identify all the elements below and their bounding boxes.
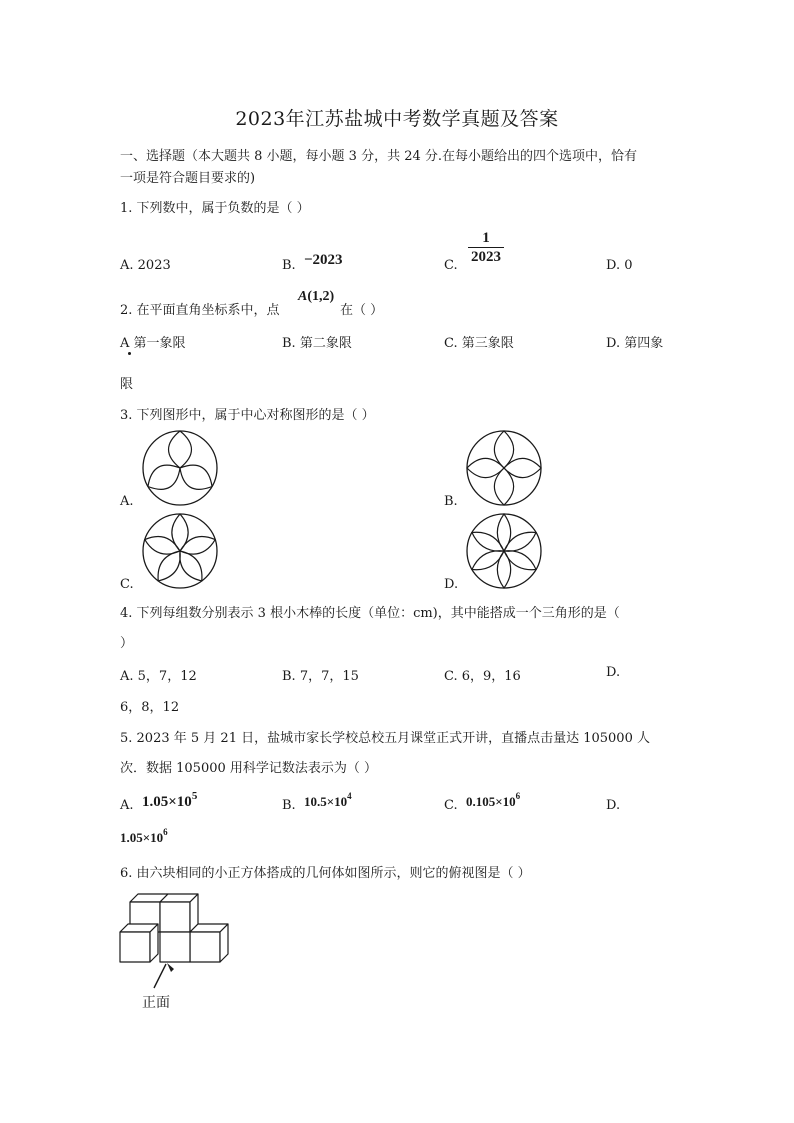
q2-stem-pre: 2. 在平面直角坐标系中，点: [120, 303, 280, 318]
section-heading-line1: 一、选择题（本大题共 8 小题，每小题 3 分，共 24 分.在每小题给出的四个选项中，恰有: [120, 149, 638, 164]
petal: [497, 551, 510, 588]
front-arrow-head: [167, 963, 174, 972]
petal: [158, 551, 180, 581]
q2-option-a: A 第一象限: [120, 336, 186, 351]
petal-group: [148, 431, 212, 489]
petal: [497, 514, 510, 551]
q3-option-c: C.: [120, 577, 134, 592]
q1-option-c-label: C.: [444, 258, 458, 273]
q6-front-label: 正面: [142, 995, 170, 1011]
q5-option-a-value: [142, 790, 198, 811]
q4-option-d-wrap: 6，8，12: [120, 700, 180, 715]
exponent: 6: [515, 791, 521, 801]
q2-option-c: C. 第三象限: [444, 336, 514, 351]
q6-cube-figure: [118, 886, 248, 976]
q3-figure-b: [464, 428, 544, 508]
section-heading-line2: 一项是符合题目要求的): [120, 171, 256, 186]
fraction-numerator: 1: [482, 230, 490, 246]
q5-option-a-label: A.: [120, 798, 134, 813]
q3-figure-a: [140, 428, 220, 508]
q5-stem-line1: 5. 2023 年 5 月 21 日，盐城市家长学校总校五月课堂正式开讲，直播点击量达 105000 人: [120, 731, 650, 746]
q5-option-b-label: B.: [282, 798, 296, 813]
exponent: 4: [347, 791, 352, 801]
q1-option-b-value: −2023: [304, 252, 343, 268]
petal: [169, 431, 192, 468]
petal: [148, 465, 180, 489]
q3-figure-d: [464, 511, 544, 591]
petal: [145, 536, 180, 554]
exponent: 5: [191, 790, 198, 802]
exponent: 6: [163, 827, 168, 837]
q1-option-b-label: B.: [282, 258, 296, 273]
q5-option-c-value: [466, 791, 521, 810]
petal: [180, 551, 202, 581]
q2-option-d: D. 第四象: [606, 336, 664, 351]
q4-option-d: D.: [606, 665, 621, 680]
petal-group: [472, 514, 536, 588]
q5-option-d-value: [120, 827, 168, 846]
q2-stem-post: 在（ ）: [340, 303, 384, 318]
q1-option-c-fraction: [466, 229, 506, 266]
cube-front-face: [160, 902, 190, 932]
q3-figure-c: [140, 511, 220, 591]
q2-point-coords: (1,2): [307, 289, 335, 304]
q2-point-letter: A: [298, 289, 308, 304]
mantissa: 10.5×10: [304, 794, 348, 809]
mantissa: 1.05×10: [120, 830, 164, 845]
q3-option-b: B.: [444, 494, 458, 509]
q2-option-b: B. 第二象限: [282, 336, 352, 351]
cube-front-face: [190, 932, 220, 962]
cube-front-face: [120, 932, 150, 962]
mantissa: 1.05×10: [142, 794, 192, 810]
q3-option-d: D.: [444, 577, 459, 592]
q4-option-c: C. 6，9，16: [444, 669, 521, 684]
q1-option-a: A. 2023: [120, 258, 171, 273]
q3-stem: 3. 下列图形中，属于中心对称图形的是（ ）: [120, 408, 375, 423]
petal: [180, 465, 212, 489]
q4-option-a: A. 5，7，12: [120, 669, 197, 684]
q2-option-d-wrap: 限: [120, 377, 134, 392]
q5-option-c-label: C.: [444, 798, 458, 813]
q2-point: [298, 289, 334, 305]
q4-option-b: B. 7，7，15: [282, 669, 359, 684]
petal: [180, 536, 215, 554]
q5-option-b-value: [304, 791, 352, 810]
q5-stem-line2: 次．数据 105000 用科学记数法表示为（ ）: [120, 761, 378, 776]
q2-option-a-dot: [128, 352, 131, 355]
cube-front-face: [160, 932, 190, 962]
q1-option-d: D. 0: [606, 258, 633, 273]
q4-stem-line1: 4. 下列每组数分别表示 3 根小木棒的长度（单位：cm)，其中能搭成一个三角形的是（: [120, 606, 620, 621]
q4-stem-line2: ）: [120, 636, 134, 651]
q6-stem: 6. 由六块相同的小正方体搭成的几何体如图所示，则它的俯视图是（ ）: [120, 866, 531, 881]
q3-option-a: A.: [120, 494, 134, 509]
q5-option-d-label: D.: [606, 798, 621, 813]
mantissa: 0.105×10: [466, 794, 516, 809]
petal: [172, 514, 188, 551]
page-title: 2023年江苏盐城中考数学真题及答案: [235, 108, 559, 130]
q1-stem: 1. 下列数中，属于负数的是（ ）: [120, 201, 310, 216]
front-arrow-shaft: [154, 964, 166, 988]
fraction-denominator: 2023: [471, 249, 501, 265]
